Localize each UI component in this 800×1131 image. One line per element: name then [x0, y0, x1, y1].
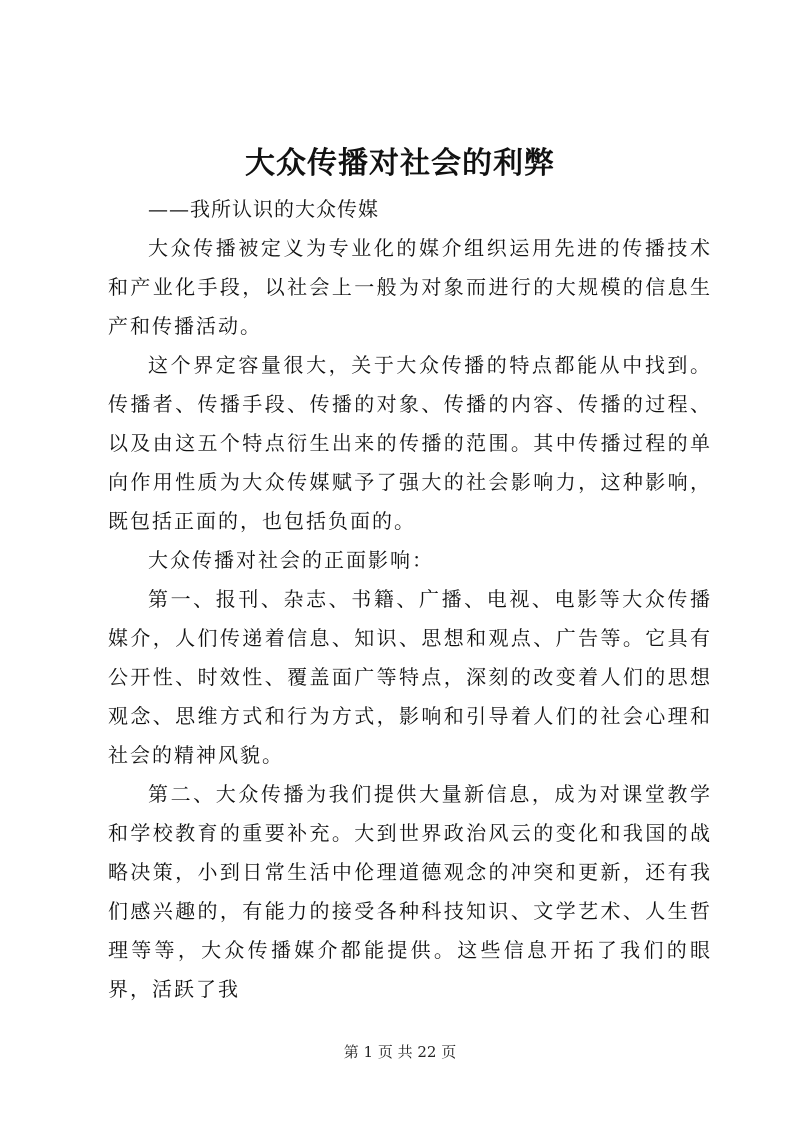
paragraph-characteristics: 这个界定容量很大，关于大众传播的特点都能从中找到。传播者、传播手段、传播的对象、传播的内容、传播的过程、以及由这五个特点衍生出来的传播的范围。其中传播过程的单向作用性质为大众传媒赋予了强大的社会影响力，这种影响，既包括正面的，也包括负面的。 — [108, 353, 712, 533]
paragraph-second-point: 第二、大众传播为我们提供大量新信息，成为对课堂教学和学校教育的重要补充。大到世界政治风云的变化和我国的战略决策，小到日常生活中伦理道德观念的冲突和更新，还有我们感兴趣的，有能力的接受各种科技知识、文学艺术、人生哲理等等，大众传播媒介都能提供。这些信息开拓了我们的眼界，活跃了我 — [108, 782, 712, 1001]
paragraph-positive-heading: 大众传播对社会的正面影响： — [148, 548, 434, 572]
paragraph-definition: 大众传播被定义为专业化的媒介组织运用先进的传播技术和产业化手段，以社会上一般为对象而进行的大规模的信息生产和传播活动。 — [108, 236, 712, 338]
document-body — [108, 190, 712, 1009]
document-title: 大众传播对社会的利弊 — [245, 146, 555, 181]
paragraph-first-point: 第一、报刊、杂志、书籍、广播、电视、电影等大众传播媒介，人们传递着信息、知识、思想和观点、广告等。它具有公开性、时效性、覆盖面广等特点，深刻的改变着人们的思想观念、思维方式和行为方式，影响和引导着人们的社会心理和社会的精神风貌。 — [108, 587, 712, 767]
document-subtitle: ——我所认识的大众传媒 — [148, 197, 379, 221]
page-number-footer: 第 1 页 共 22 页 — [343, 1043, 457, 1061]
